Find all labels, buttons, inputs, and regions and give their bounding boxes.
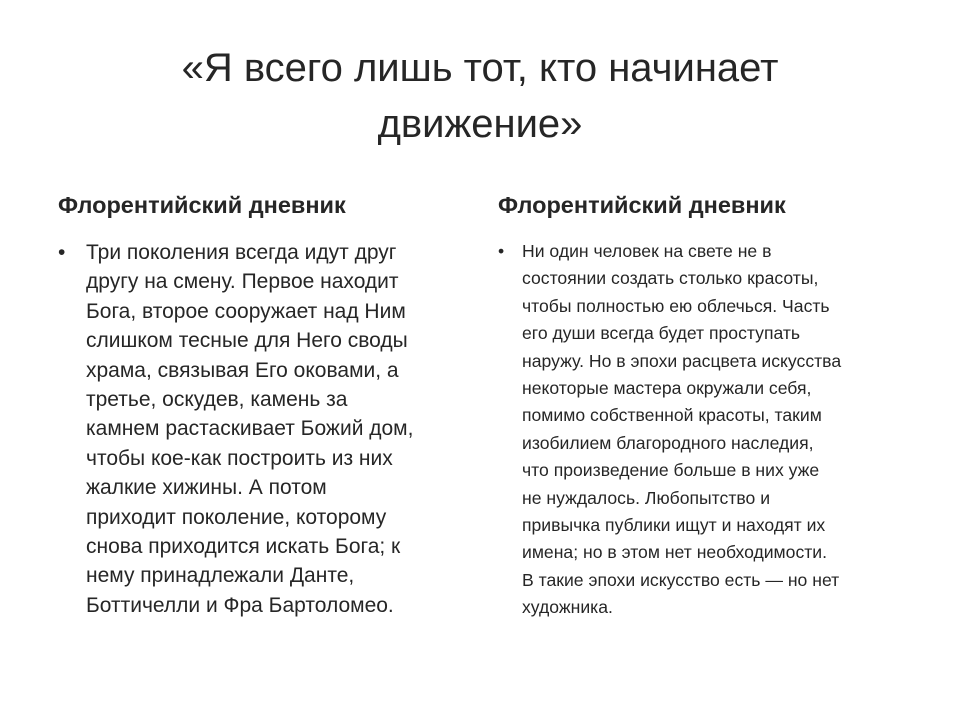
left-column [58, 188, 463, 620]
slide-title: «Я всего лишь тот, кто начинает движение» [181, 46, 779, 146]
left-column-heading: Флорентийский дневник [58, 192, 346, 218]
right-bullet-item [498, 238, 898, 622]
right-bullet-text: Ни один человек на свете не в состоянии создать столько красоты, чтобы полностью ею облечься. Часть его души всегда будет проступать наружу. Но в эпохи расцвета искусства некоторые мастера окружали себя, помимо собственной красоты, таким изобилием благородного наследия, что произведение больше в них уже не нуждалось. Любопытство и привычка публики ищут и находят их имена; но в этом нет необходимости. В такие эпохи искусство есть — но нет художника. [522, 241, 842, 618]
left-bullet-text: Три поколения всегда идут друг другу на смену. Первое находит Бога, второе сооружает над Ним слишком тесные для Него своды храма, связывая Его оковами, а третье, оскудев, камень за камнем растаскивает Божий дом, чтобы кое-как построить из них жалкие хижины. А потом приходит поколение, которому снова приходится искать Бога; к нему принадлежали Данте, Боттичелли и Фра Бартоломео. [86, 241, 414, 617]
left-bullet-item [58, 238, 463, 620]
right-column [498, 188, 898, 622]
right-column-heading: Флорентийский дневник [498, 192, 786, 218]
bullet-icon: • [498, 241, 505, 261]
bullet-icon: • [58, 241, 66, 264]
